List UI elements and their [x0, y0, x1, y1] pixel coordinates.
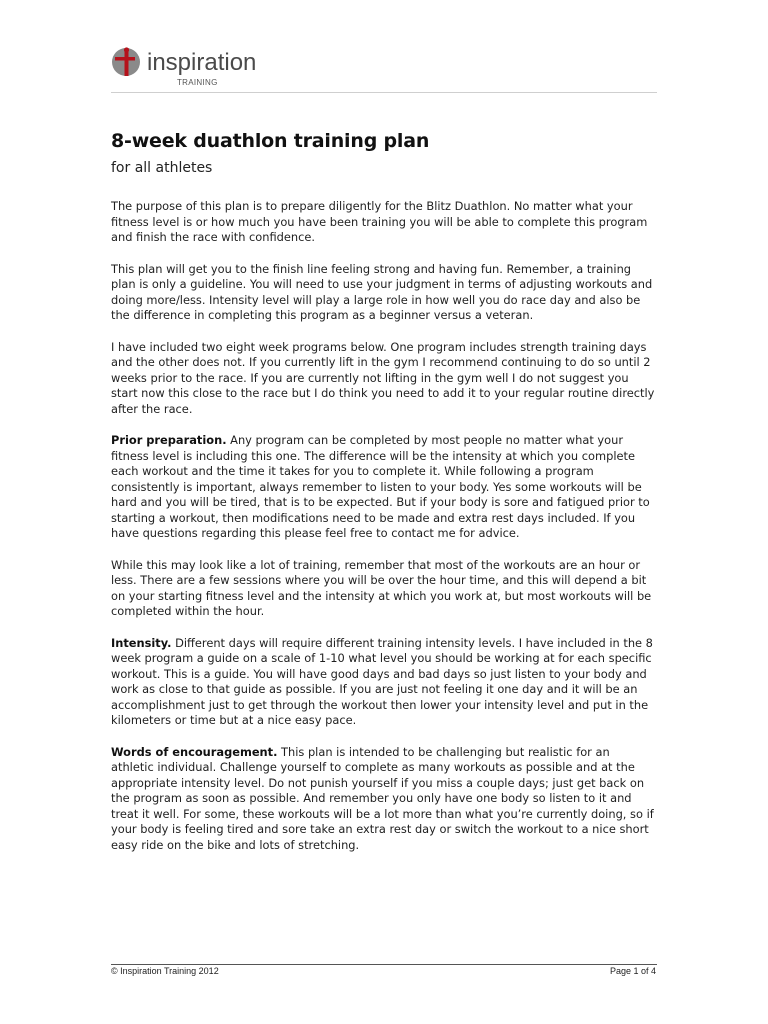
- paragraph-text: This plan will get you to the finish line feeling strong and having fun. Remember, a training plan is only a guideline. You will need to use your judgment in terms of adjusting workouts and doing more/less. Intensity level will play a large role in how well you do race day and also be the difference in completing this program as a beginner versus a veteran.: [111, 261, 653, 322]
- paragraph-text: While this may look like a lot of training, remember that most of the workouts are an hour or less. There are a few sessions where you will be over the hour time, and this will depend a bit on your starting fitness level and the intensity at which you work at, but most workouts will be completed within the hour.: [111, 557, 652, 618]
- inspiration-logo-icon: [111, 44, 147, 80]
- page-title: 8-week duathlon training plan: [111, 130, 430, 152]
- body-paragraph: [111, 636, 656, 729]
- body-paragraph: [111, 558, 656, 620]
- logo-subtitle: TRAINING: [177, 78, 218, 87]
- brand-logo: [111, 44, 311, 92]
- body-paragraph: [111, 199, 656, 246]
- paragraph-text: Different days will require different training intensity levels. I have included in the 8 week program a guide on a scale of 1-10 what level you should be working at for each specific workout. This is a guide. You will have good days and bad days so just listen to your body and work as close to that guide as possible. If you are just not feeling it one day and it will be an accomplishment just to get through the workout then lower your intensity level and put in the kilometers or time but at a nice easy pace.: [111, 635, 653, 727]
- body-paragraph: [111, 262, 656, 324]
- footer-copyright: © Inspiration Training 2012: [111, 966, 219, 976]
- footer-page-number: Page 1 of 4: [609, 966, 656, 976]
- page-subtitle: for all athletes: [111, 160, 213, 176]
- paragraph-text: This plan is intended to be challenging but realistic for an athletic individual. Challenge yourself to complete as many workouts as possible and at the appropriate intensity level. Do not punish yourself if you miss a couple days; just get back on the program as soon as possible. And remember you only have one body so listen to it and treat it well. For some, these workouts will be a lot more than what you’re currently doing, so if your body is feeling tired and sore take an extra rest day or switch the workout to a nice short easy ride on the bike and lots of stretching.: [111, 744, 654, 852]
- paragraph-heading: Intensity.: [111, 635, 172, 650]
- header-divider: [111, 92, 657, 93]
- paragraph-heading: Prior preparation.: [111, 433, 227, 447]
- paragraph-text: I have included two eight week programs below. One program includes strength training days and the other does not. If you currently lift in the gym I recommend continuing to do so until 2 weeks prior to the race. If you are currently not lifting in the gym well I do not suggest you start now this close to the race but I do think you need to add it to your regular routine directly after the race.: [111, 339, 655, 416]
- paragraph-text: Any program can be completed by most people no matter what your fitness level is including this one. The difference will be the intensity at which you complete each workout and the time it takes for you to complete it. While following a program consistently is important, always remember to listen to your body. Yes some workouts will be hard and you will be tired, that is to be expected. But if your body is sore and fatigued prior to starting a workout, then modifications need to be made and extra rest days included. If you have questions regarding this please feel free to contact me for advice.: [111, 433, 650, 540]
- body-paragraph: [111, 433, 656, 542]
- paragraph-heading: Words of encouragement.: [111, 744, 278, 759]
- body-paragraph: [111, 340, 656, 418]
- document-body: [111, 199, 656, 869]
- body-paragraph: [111, 745, 656, 854]
- logo-wordmark: inspiration: [147, 49, 257, 76]
- footer-divider: [111, 964, 657, 965]
- paragraph-text: The purpose of this plan is to prepare diligently for the Blitz Duathlon. No matter what your fitness level is or how much you have been training you will be able to complete this program and finish the race with confidence.: [111, 199, 648, 244]
